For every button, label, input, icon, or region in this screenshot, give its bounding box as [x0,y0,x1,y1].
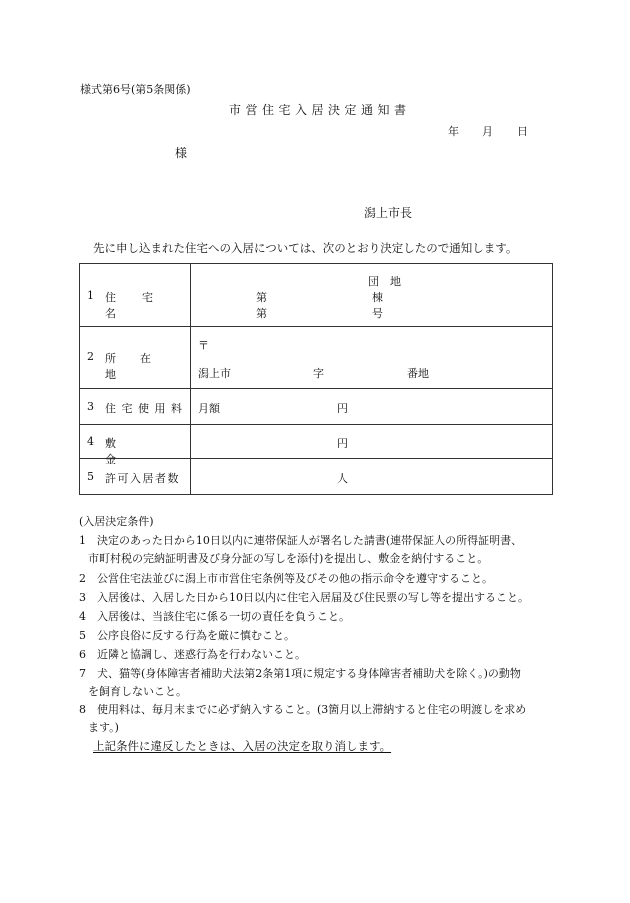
cell-yen: 円 [337,437,348,450]
value-cell [191,389,553,425]
condition-number: 6 [79,648,86,661]
cell-person: 人 [337,472,348,485]
row-label: 許可入居者数 [105,472,180,485]
condition-number: 4 [79,610,86,623]
row-label: 住宅名 [105,291,179,320]
value-cell [191,264,553,327]
condition-item-8 [79,701,526,717]
value-cell [191,327,553,389]
condition-number: 2 [79,572,86,585]
cell-dai-1: 第 [256,291,267,304]
condition-text: 公序良俗に反する行為を厳に慎むこと。 [97,629,295,642]
condition-item-7-cont: を飼育しないこと。 [88,685,187,698]
label-cell [80,264,191,327]
condition-text: 決定のあった日から10日以内に連帯保証人が署名した請書(連帯保証人の所得証明書、 [97,534,523,547]
condition-item-6 [79,646,306,662]
intro-text: 先に申し込まれた住宅への入居については、次のとおり決定したので通知します。 [93,241,518,255]
condition-text: 犬、猫等(身体障害者補助犬法第2条第1項に規定する身体障害者補助犬を除く。)の動物 [97,667,521,680]
condition-text: 公営住宅法並びに潟上市市営住宅条例等及びその他の指示命令を遵守すること。 [97,572,493,585]
condition-item-4 [79,608,350,624]
cell-monthly: 月額 [198,402,220,415]
info-table [79,263,553,495]
row-number: 5 [87,470,94,483]
table-row-rent [80,389,553,425]
addressee-suffix: 様 [175,146,188,160]
row-number: 4 [87,435,94,448]
cell-city: 潟上市 [198,367,231,380]
condition-number: 8 [79,703,86,716]
row-number: 2 [87,350,94,363]
label-cell [80,389,191,425]
row-number: 3 [87,400,94,413]
condition-item-1 [79,532,522,548]
condition-item-2 [79,570,493,586]
table-row-address [80,327,553,389]
label-cell [80,459,191,495]
value-cell [191,425,553,459]
cancellation-notice: 上記条件に違反したときは、入居の決定を取り消します。 [93,739,392,753]
cell-danchi: 団 地 [368,275,401,288]
condition-text: 近隣と協調し、迷惑行為を行わないこと。 [97,648,306,661]
table-row-occupants [80,459,553,495]
table-row-deposit [80,425,553,459]
condition-item-8-cont: ます。) [88,721,119,734]
row-number: 1 [87,289,94,302]
condition-item-7 [79,665,521,681]
cell-gou: 号 [372,307,383,320]
cell-dai-2: 第 [256,307,267,320]
cell-tou: 棟 [372,291,383,304]
condition-text: 入居後は、入居した日から10日以内に住宅入居届及び住民票の写し等を提出すること。 [97,591,529,604]
cell-yen: 円 [337,402,348,415]
condition-item-1-cont: 市町村税の完納証明書及び身分証の写しを添付)を提出し、敷金を納付すること。 [88,552,489,565]
date-month-label: 月 [482,125,493,138]
row-label: 敷金 [105,437,176,466]
date-year-label: 年 [448,125,459,138]
row-label: 住宅使用料 [105,402,188,415]
condition-text: 使用料は、毎月末までに必ず納入すること。(3箇月以上滞納すると住宅の明渡しを求め [97,703,527,716]
condition-number: 3 [79,591,86,604]
condition-number: 1 [79,534,86,547]
condition-text: 入居後は、当該住宅に係る一切の責任を負うこと。 [97,610,350,623]
row-label: 所在地 [105,352,175,381]
condition-item-3 [79,589,529,605]
date-day-label: 日 [517,125,528,138]
condition-number: 5 [79,629,86,642]
postal-mark: 〒 [198,339,209,352]
cell-aza: 字 [313,367,324,380]
condition-item-5 [79,627,295,643]
cell-banchi: 番地 [407,367,429,380]
condition-number: 7 [79,667,86,680]
document-title: 市営住宅入居決定通知書 [229,103,411,117]
conditions-title: (入居決定条件) [79,515,154,528]
table-row-housing-name [80,264,553,327]
issuer-name: 潟上市長 [364,206,413,220]
value-cell [191,459,553,495]
form-number: 様式第6号(第5条関係) [80,83,191,96]
label-cell [80,425,191,466]
label-cell [80,327,191,389]
